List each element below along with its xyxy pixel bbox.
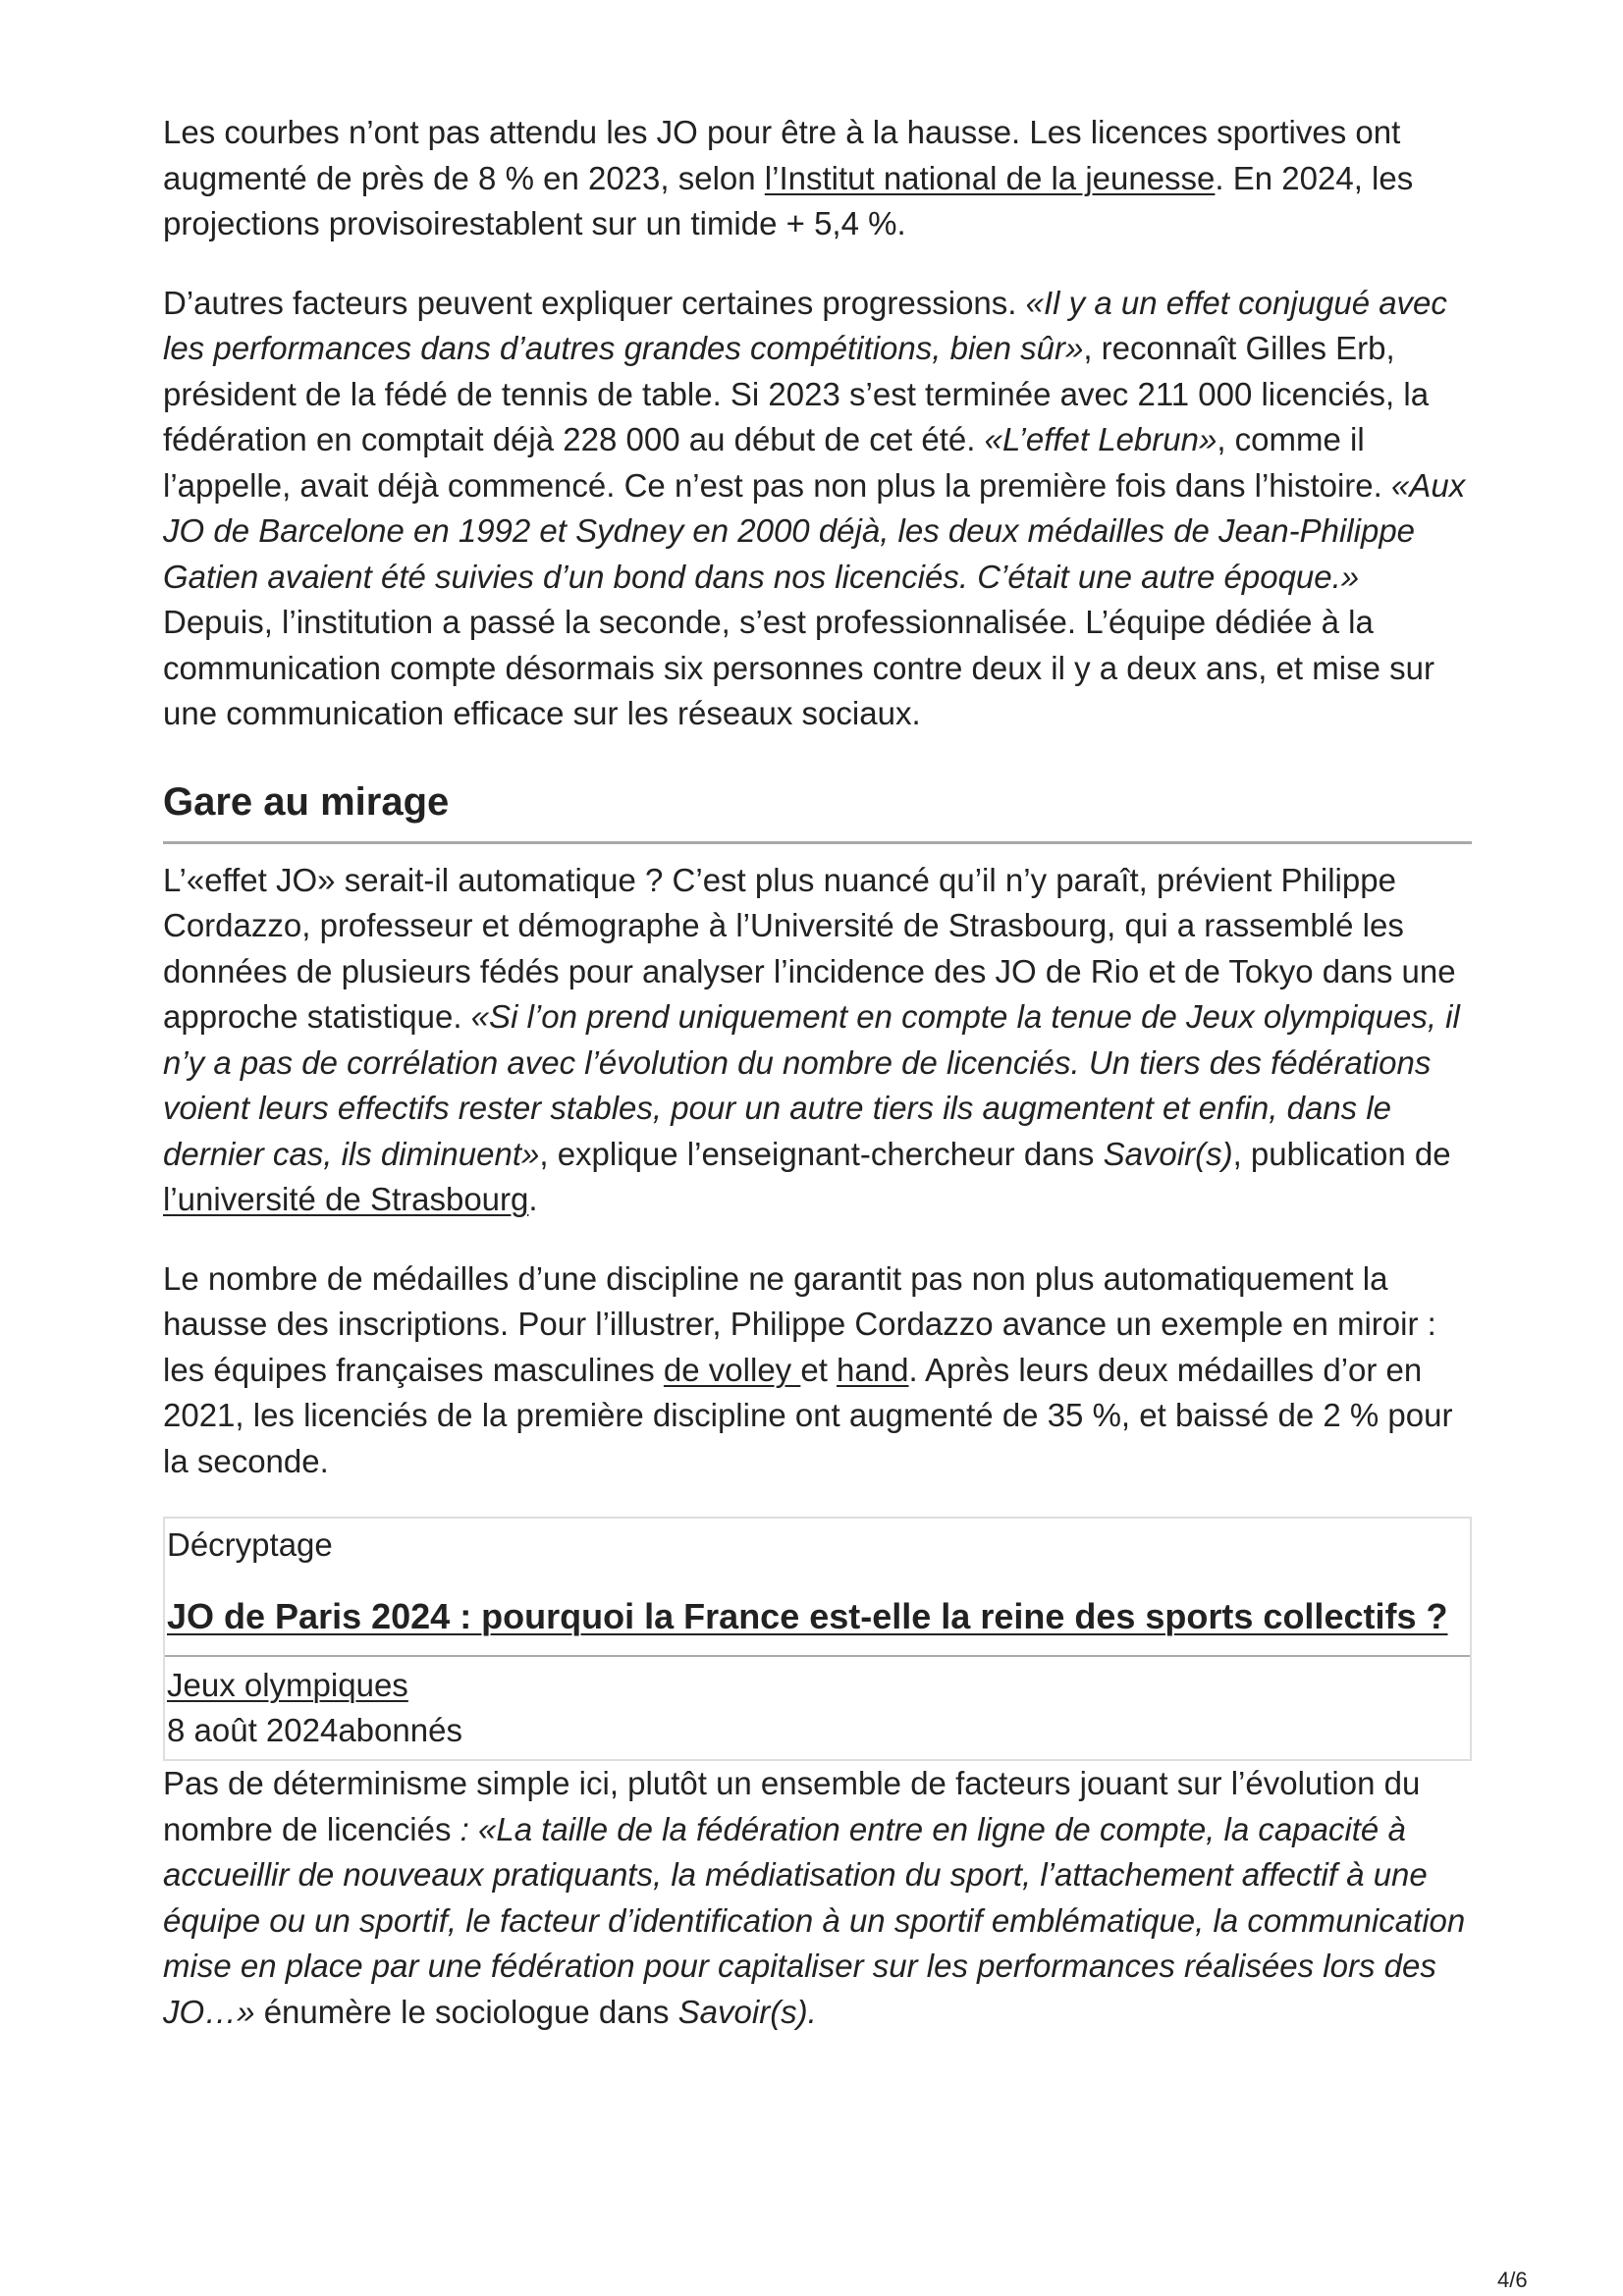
card-date: 8 août 2024abonnés [167, 1712, 462, 1748]
publication-name: Savoir(s) [1103, 1135, 1233, 1172]
text-run: L’«effet JO» serait-il automatique ? C’est plus nuancé qu’il n’y paraît, prévient Philippe Cordazzo, professeur et démographe à l’Université de Strasbourg, qui a rassemblé les données de plusieurs fédés pour analyser l’incidence des JO de Rio et de Tokyo dans une approche statistique. [163, 861, 1456, 1035]
text-run: énumère le sociologue dans [254, 1993, 678, 2030]
link-universite-strasbourg[interactable]: l’université de Strasbourg [163, 1181, 529, 1217]
related-article-title-link[interactable]: JO de Paris 2024 : pourquoi la France est-elle la reine des sports collectifs ? [167, 1596, 1448, 1636]
link-volley[interactable]: de volley [663, 1351, 801, 1388]
text-run: . [528, 1181, 538, 1217]
paragraph-medailles [163, 1256, 1472, 1485]
publication-name: Savoir(s). [677, 1993, 817, 2030]
text-run: Pas de déterminisme simple ici, plutôt un ensemble de facteurs jouant sur l’évolution du nombre de licenciés [163, 1765, 1421, 1847]
text-run: et [800, 1351, 838, 1388]
link-institut-jeunesse[interactable]: l’Institut national de la jeunesse [764, 159, 1216, 196]
article-body [163, 110, 1472, 2035]
section-heading: Gare au mirage [163, 776, 1472, 844]
quote: «Si l’on prend uniquement en compte la tenue de Jeux olympiques, il n’y a pas de corrélation avec l’évolution du nombre de licenciés. Un tiers des fédérations voient leurs effectifs rester stables, pour un autre tiers ils augmentent et enfin, dans le dernier cas, ils diminuent» [163, 998, 1460, 1172]
link-hand[interactable]: hand [837, 1351, 909, 1388]
text-run: Depuis, l’institution a passé la seconde, s’est professionnalisée. L’équipe dédiée à la communication compte désormais six personnes contre deux il y a deux ans, et mise sur une communication efficace sur les réseaux sociaux. [163, 604, 1434, 731]
card-tag-link[interactable]: Jeux olympiques [167, 1667, 408, 1703]
card-kicker: Décryptage [167, 1526, 333, 1563]
text-run: , publication de [1232, 1135, 1451, 1172]
text-run: , reconnaît Gilles Erb, président de la fédé de tennis de table. Si 2023 s’est terminée avec 211 000 licenciés, la fédération en comptait déjà 228 000 au début de cet été. [163, 330, 1430, 457]
text-run: . Après leurs deux médailles d’or en 2021, les licenciés de la première discipline ont augmenté de 35 %, et baissé de 2 % pour la seconde. [163, 1351, 1453, 1479]
card-header [165, 1519, 1470, 1657]
text-run: D’autres facteurs peuvent expliquer certaines progressions. [163, 284, 1026, 321]
quote: «Il y a un effet conjugué avec les performances dans d’autres grandes compétitions, bien sûr» [163, 284, 1447, 366]
paragraph-determinisme [163, 1761, 1472, 2035]
page-number: 4/6 [1497, 2268, 1528, 2292]
text-run: . En 2024, les projections provisoirestablent sur un timide + 5,4 %. [163, 159, 1414, 241]
card-footer [165, 1657, 1470, 1759]
text-run: , explique l’enseignant-chercheur dans [539, 1135, 1104, 1172]
quote: «Aux JO de Barcelone en 1992 et Sydney en 2000 déjà, les deux médailles de Jean-Philippe Gatien avaient été suivies d’un bond dans nos licenciés. C’était une autre époque.» [163, 466, 1466, 595]
paragraph-licences [163, 110, 1472, 247]
paragraph-facteurs [163, 281, 1472, 737]
paragraph-effet-jo [163, 858, 1472, 1223]
text-run: Le nombre de médailles d’une discipline ne garantit pas non plus automatiquement la hausse des inscriptions. Pour l’illustrer, Philippe Cordazzo avance un exemple en miroir : les équipes françaises masculines [163, 1259, 1436, 1388]
text-run: Les courbes n’ont pas attendu les JO pour être à la hausse. Les licences sportives ont augmenté de près de 8 % en 2023, selon [163, 114, 1401, 196]
related-article-card[interactable] [163, 1517, 1472, 1761]
text-run: , comme il l’appelle, avait déjà commencé. Ce n’est pas non plus la première fois dans l’histoire. [163, 421, 1391, 504]
quote: «L’effet Lebrun» [984, 421, 1217, 457]
quote: : «La taille de la fédération entre en ligne de compte, la capacité à accueillir de nouveaux pratiquants, la médiatisation du sport, l’attachement affectif à une équipe ou un sportif, le facteur d’identification à un sportif emblématique, la communication mise en place par une fédération pour capitaliser sur les performances réalisées lors des JO…» [163, 1810, 1466, 2030]
